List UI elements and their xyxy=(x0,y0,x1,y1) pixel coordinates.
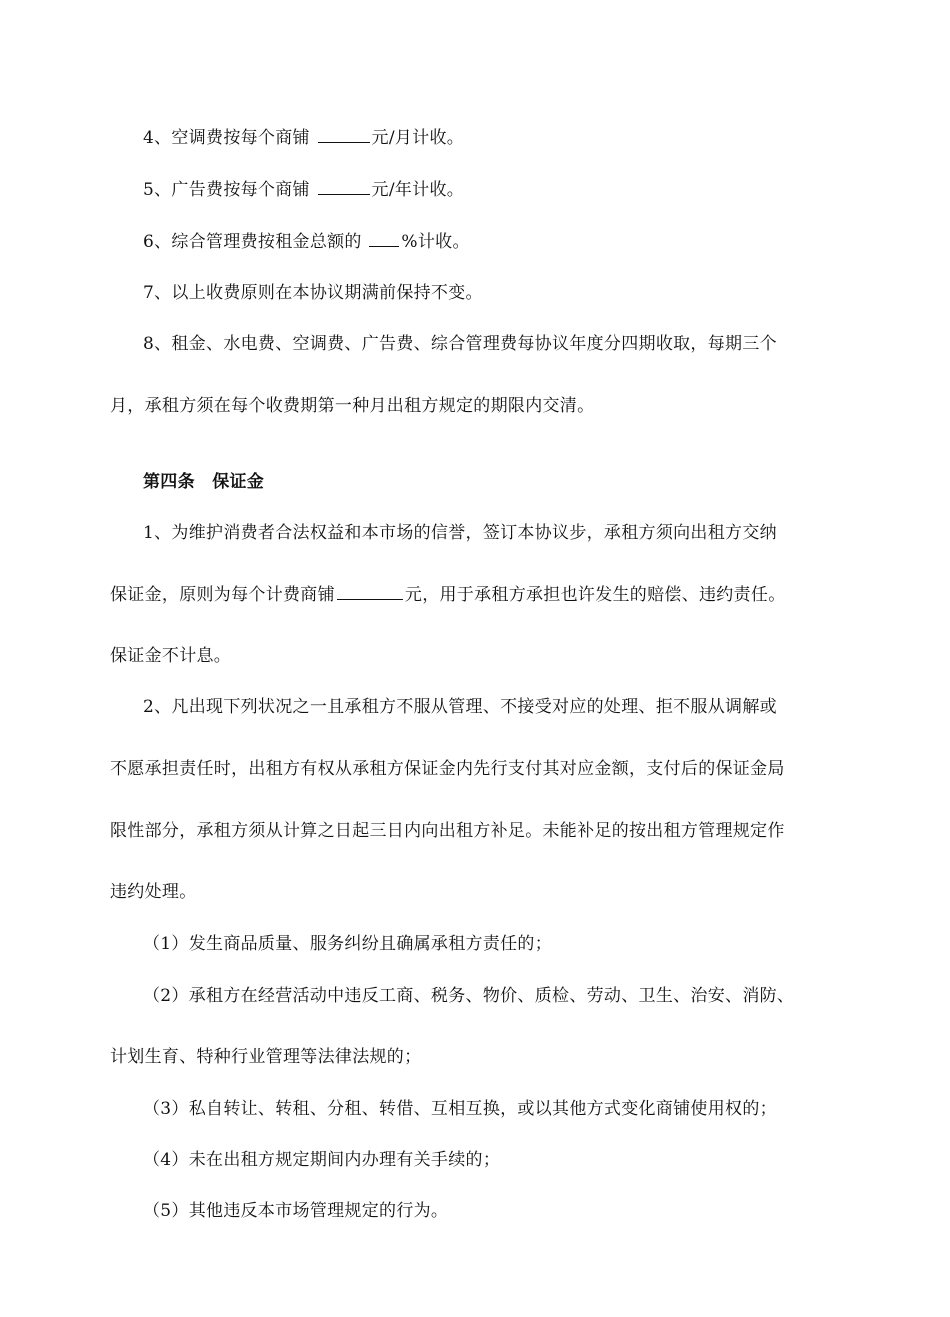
fee-item-6 xyxy=(143,230,470,253)
deposit-para-1-line-3: 保证金不计息。 xyxy=(110,646,232,666)
fill-blank xyxy=(318,178,370,195)
deposit-para-2-line-4: 违约处理。 xyxy=(110,882,197,902)
fee-item-4 xyxy=(143,126,464,149)
clause-2-line-1: （2）承租方在经营活动中违反工商、税务、物价、质检、劳动、卫生、治安、消防、 xyxy=(143,986,795,1006)
fee-item-5-text: 5、广告费按每个商铺 xyxy=(143,180,316,200)
fee-item-4-unit: 元/月计收。 xyxy=(371,128,465,148)
fee-item-8-line-2: 月，承租方须在每个收费期第一种月出租方规定的期限内交清。 xyxy=(110,396,595,416)
clause-5: （5）其他违反本市场管理规定的行为。 xyxy=(143,1201,449,1221)
fill-blank xyxy=(318,126,370,143)
deposit-para-1-line-1: 1、为维护消费者合法权益和本市场的信誉，签订本协议步，承租方须向出租方交纳 xyxy=(143,523,777,543)
fee-item-8-line-1: 8、租金、水电费、空调费、广告费、综合管理费每协议年度分四期收取，每期三个 xyxy=(143,334,777,354)
section-heading: 第四条 保证金 xyxy=(143,472,265,492)
fill-blank xyxy=(369,230,399,247)
deposit-para-2-line-1: 2、凡出现下列状况之一且承租方不服从管理、不接受对应的处理、拒不服从调解或 xyxy=(143,697,777,717)
deposit-para-2-line-2: 不愿承担责任时，出租方有权从承租方保证金内先行支付其对应金额，支付后的保证金局 xyxy=(110,759,785,779)
deposit-para-1-line-2 xyxy=(110,583,786,606)
deposit-para-2-line-3: 限性部分，承租方须从计算之日起三日内向出租方补足。未能补足的按出租方管理规定作 xyxy=(110,821,785,841)
deposit-para-1-text: 保证金，原则为每个计费商铺 xyxy=(110,585,335,605)
fee-item-5-unit: 元/年计收。 xyxy=(371,180,465,200)
clause-1: （1）发生商品质量、服务纠纷且确属承租方责任的； xyxy=(143,934,553,954)
fill-blank xyxy=(337,583,403,600)
clause-2-line-2: 计划生育、特种行业管理等法律法规的； xyxy=(110,1047,422,1067)
deposit-para-1-text-cont: 元，用于承租方承担也许发生的赔偿、违约责任。 xyxy=(404,585,786,605)
fee-item-6-unit: %计收。 xyxy=(401,232,470,252)
fee-item-5 xyxy=(143,178,464,201)
fee-item-7: 7、以上收费原则在本协议期满前保持不变。 xyxy=(143,283,483,303)
fee-item-6-text: 6、综合管理费按租金总额的 xyxy=(143,232,368,252)
fee-item-4-text: 4、空调费按每个商铺 xyxy=(143,128,316,148)
clause-4: （4）未在出租方规定期间内办理有关手续的； xyxy=(143,1150,501,1170)
clause-3: （3）私自转让、转租、分租、转借、互相互换，或以其他方式变化商铺使用权的； xyxy=(143,1099,777,1119)
